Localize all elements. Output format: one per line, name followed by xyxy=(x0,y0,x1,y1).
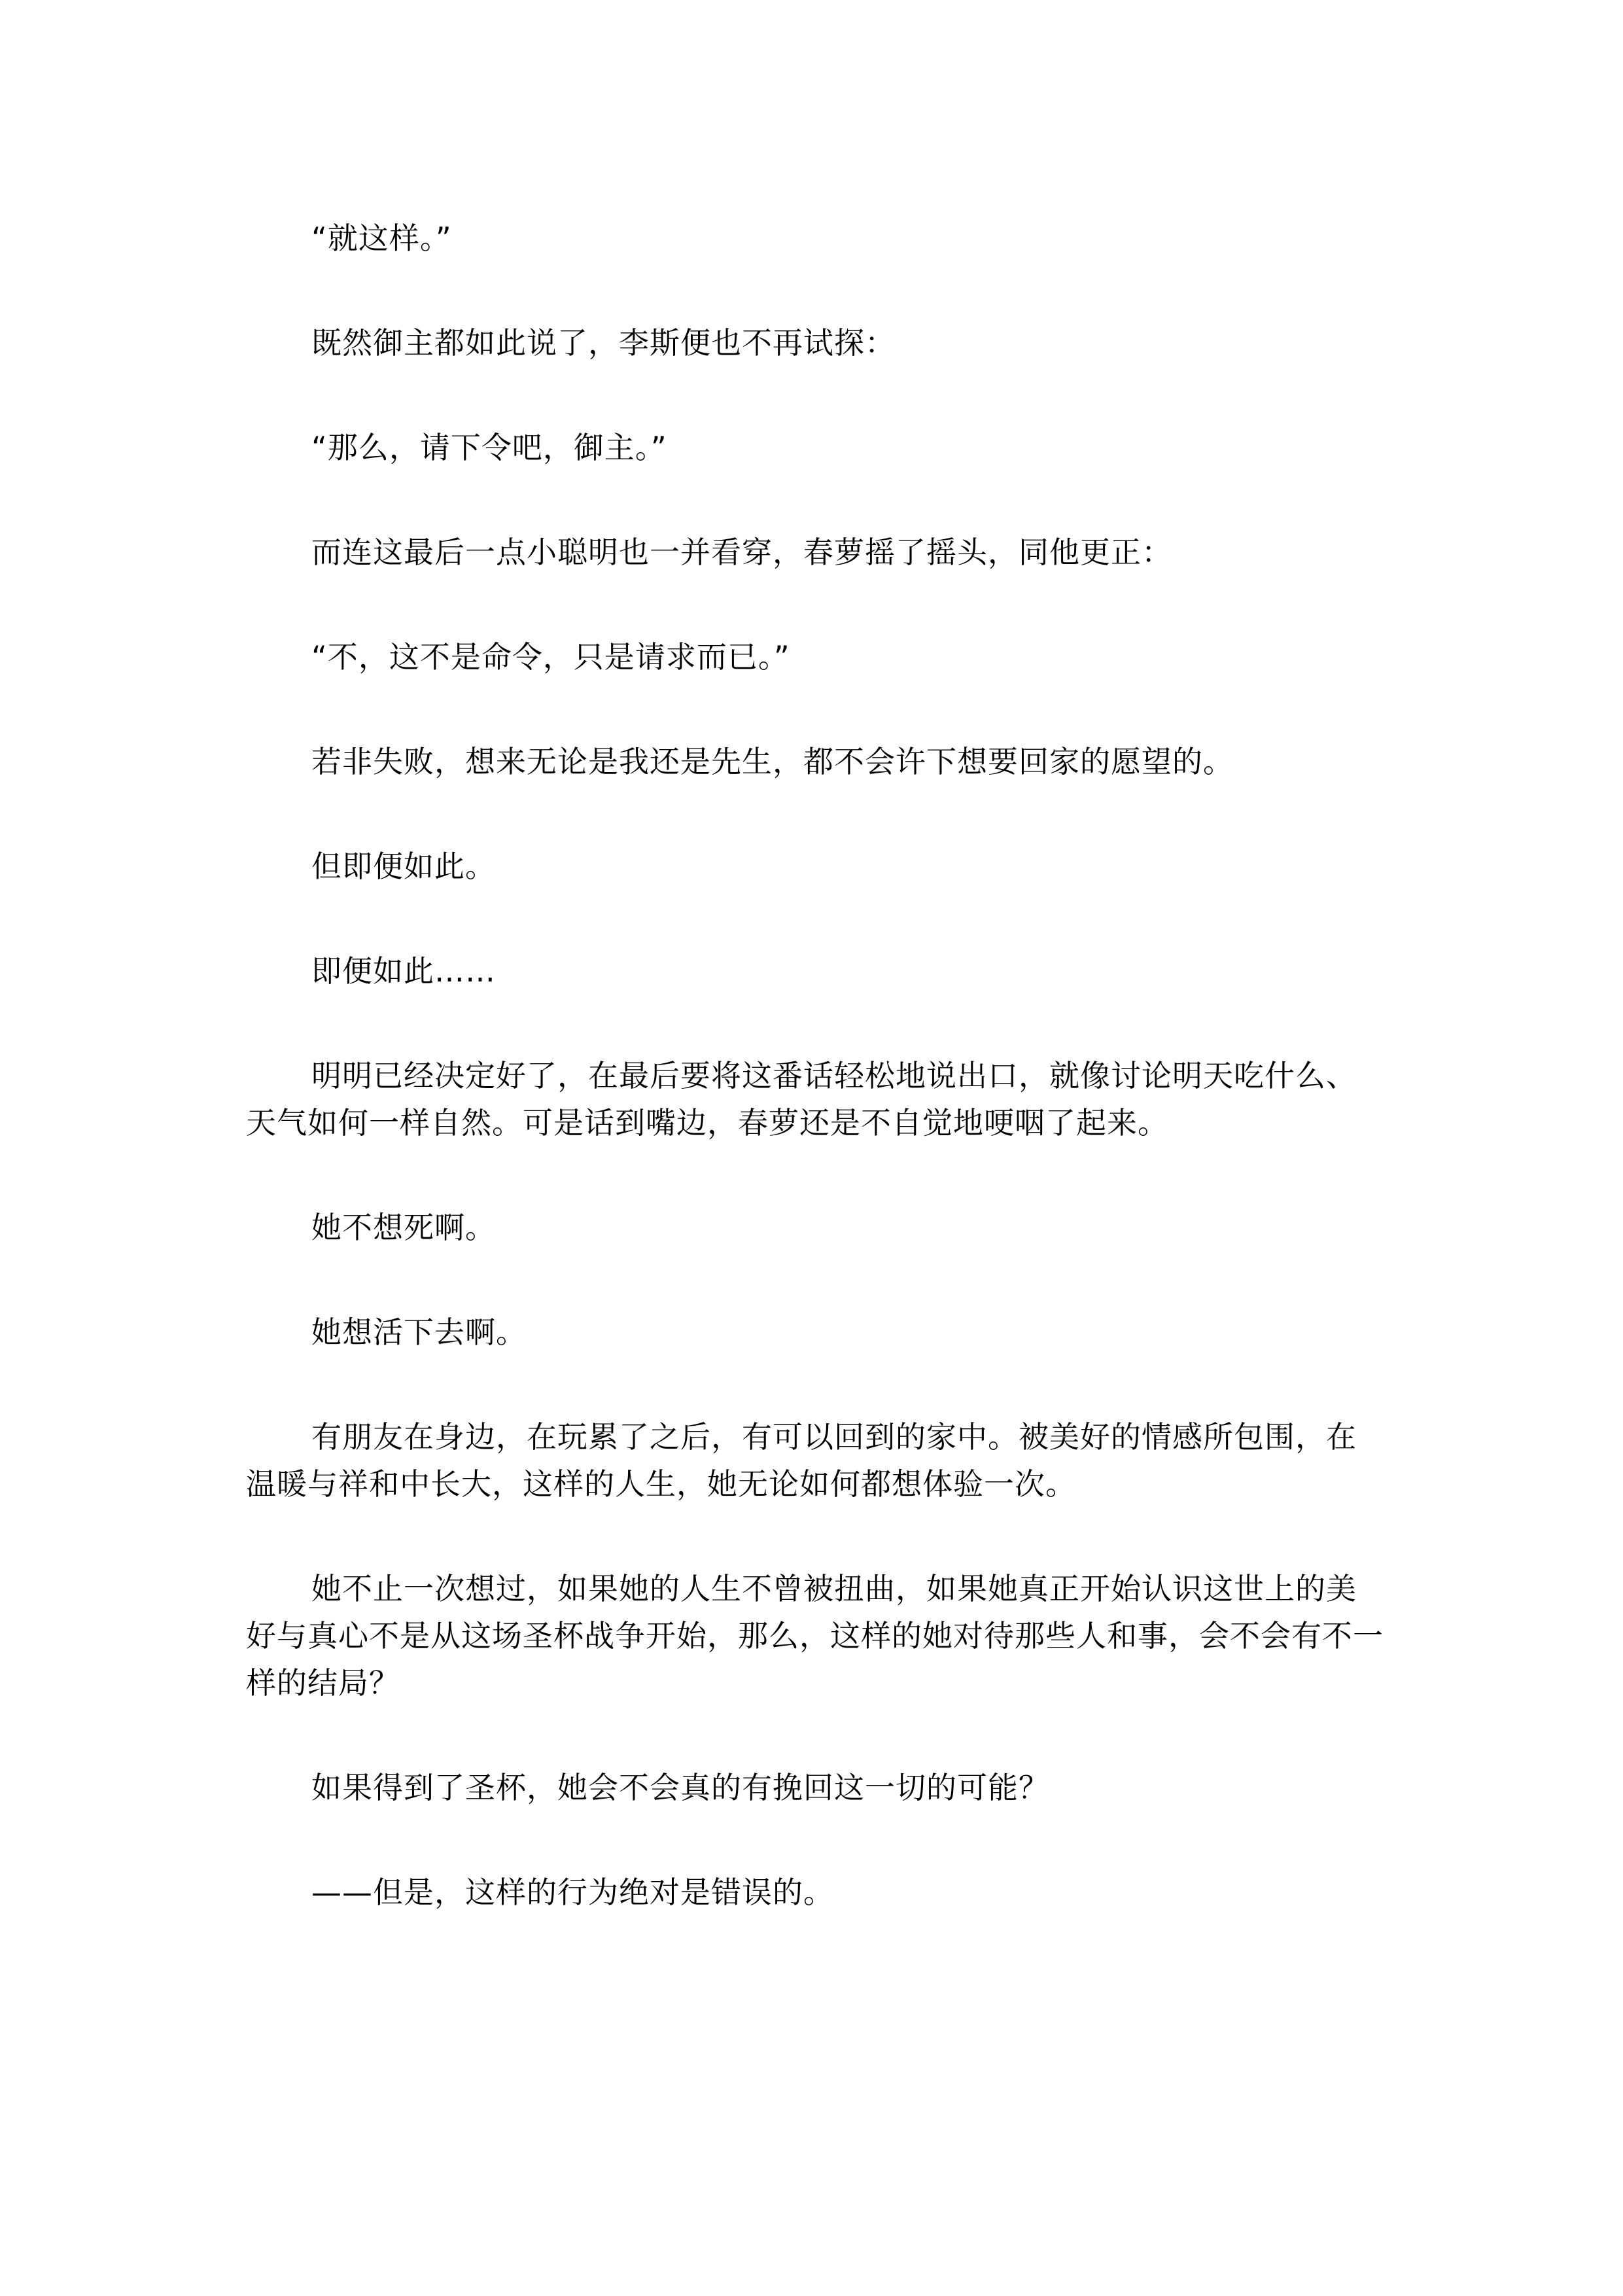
paragraph: ——但是，这样的行为绝对是错误的。 xyxy=(311,1875,834,1910)
paragraph: 明明已经决定好了，在最后要将这番话轻松地说出口，就像讨论明天吃什么、天气如何一样自然。可是话到嘴边，春萝还是不自觉地哽咽了起来。 xyxy=(246,1058,1357,1140)
paragraph: “就这样。” xyxy=(311,221,452,256)
paragraph: 既然御主都如此说了，李斯便也不再试探： xyxy=(311,325,896,361)
paragraph: “不，这不是命令，只是请求而已。” xyxy=(311,639,790,675)
paragraph: 如果得到了圣杯，她会不会真的有挽回这一切的可能？ xyxy=(311,1770,1049,1805)
document-body xyxy=(246,215,1384,1916)
paragraph: 她不止一次想过，如果她的人生不曾被扭曲，如果她真正开始认识这世上的美好与真心不是从这场圣杯战争开始，那么，这样的她对待那些人和事，会不会有不一样的结局？ xyxy=(246,1571,1384,1701)
paragraph: 但即便如此。 xyxy=(311,849,496,884)
paragraph: 有朋友在身边，在玩累了之后，有可以回到的家中。被美好的情感所包围，在温暖与祥和中长大，这样的人生，她无论如何都想体验一次。 xyxy=(246,1419,1357,1502)
paragraph: 若非失败，想来无论是我还是先生，都不会许下想要回家的愿望的。 xyxy=(311,744,1234,779)
paragraph: 她想活下去啊。 xyxy=(311,1315,527,1350)
paragraph: 而连这最后一点小聪明也一并看穿，春萝摇了摇头，同他更正： xyxy=(311,535,1172,570)
paragraph: “那么，请下令吧，御主。” xyxy=(311,430,667,465)
paragraph: 她不想死啊。 xyxy=(311,1210,496,1245)
paragraph: 即便如此…… xyxy=(311,953,496,989)
